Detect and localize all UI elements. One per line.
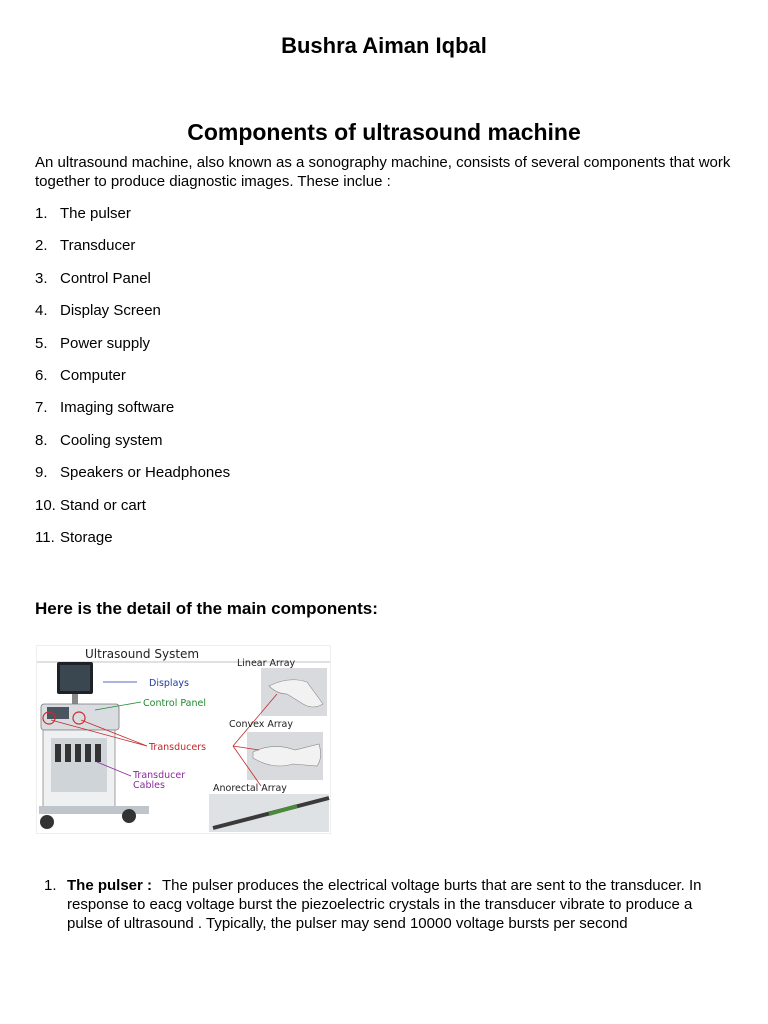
probe-holder xyxy=(55,744,61,762)
list-item xyxy=(35,301,230,333)
list-item-label: Cooling system xyxy=(60,431,163,449)
probe-holder xyxy=(65,744,71,762)
list-item-label: Display Screen xyxy=(60,302,161,320)
label-transducer-cables: Transducer xyxy=(133,770,186,781)
list-item-label: Control Panel xyxy=(60,269,151,287)
label-convex-array: Convex Array xyxy=(229,719,293,730)
list-item-number: 2. xyxy=(35,237,48,255)
detail-heading: Here is the detail of the main components: xyxy=(35,599,378,618)
ultrasound-system-figure xyxy=(36,645,331,834)
list-item-label: The pulser xyxy=(60,205,131,222)
intro-paragraph: An ultrasound machine, also known as a sonography machine, consists of several components that work together to produce diagnostic images. These inclue : xyxy=(35,154,731,190)
list-item-label: Computer xyxy=(60,366,126,384)
list-item xyxy=(35,398,230,430)
figure-title: Ultrasound System xyxy=(85,647,200,661)
list-item xyxy=(35,269,230,301)
list-item-number: 4. xyxy=(35,302,48,320)
list-item-number: 9. xyxy=(35,464,48,482)
author-name: Bushra Aiman Iqbal xyxy=(281,33,487,58)
list-item xyxy=(35,463,230,495)
wheel xyxy=(122,809,136,823)
list-item-number: 6. xyxy=(35,366,48,384)
list-item xyxy=(35,496,230,528)
display-screen xyxy=(60,665,90,691)
label-control-panel: Control Panel xyxy=(143,698,206,709)
list-item xyxy=(35,366,230,398)
label-displays: Displays xyxy=(149,678,189,689)
list-item xyxy=(35,204,230,236)
ultrasound-machine-illustration xyxy=(39,662,149,829)
label-anorectal-array: Anorectal Array xyxy=(213,783,287,794)
probe-holder xyxy=(75,744,81,762)
label-transducers: Transducers xyxy=(149,742,207,753)
components-list xyxy=(35,204,230,560)
monitor-arm xyxy=(72,694,78,704)
detail-item-number: 1. xyxy=(44,877,57,894)
list-item-label: Imaging software xyxy=(60,399,175,417)
list-item-number: 8. xyxy=(35,431,48,449)
list-item-label: Storage xyxy=(60,528,113,546)
list-item-number: 10. xyxy=(35,496,56,514)
list-item xyxy=(35,528,230,560)
label-linear-array: Linear Array xyxy=(237,658,296,669)
ultrasound-diagram xyxy=(37,646,330,833)
list-item-number: 3. xyxy=(35,269,48,287)
list-item xyxy=(35,431,230,463)
list-item-number: 5. xyxy=(35,334,48,352)
list-item-number: 7. xyxy=(35,399,48,417)
detail-item-text: The pulser produces the electrical voltage burts that are sent to the transducer. In response to eacg voltage burst the piezoelectric crystals in the transducer vibrate to produce a pulse of ultrasound . Typically, the pulser may send 10000 voltage bursts per second xyxy=(67,877,702,932)
wheel xyxy=(40,815,54,829)
list-item xyxy=(35,236,230,268)
label-transducer-cables: Cables xyxy=(133,780,165,791)
page-title: Components of ultrasound machine xyxy=(187,119,581,145)
probe-holder xyxy=(85,744,91,762)
list-item-number: 11. xyxy=(35,528,55,546)
list-item-number: 1. xyxy=(35,205,48,222)
list-item-label: Speakers or Headphones xyxy=(60,464,231,482)
list-item-label: Power supply xyxy=(60,334,151,352)
touch-panel xyxy=(47,707,69,719)
probe-holder xyxy=(95,744,101,762)
detail-item-pulser xyxy=(44,876,716,933)
list-item-label: Stand or cart xyxy=(60,496,146,514)
detail-item-label: The pulser : xyxy=(67,877,153,894)
list-item xyxy=(35,334,230,366)
list-item-label: Transducer xyxy=(60,237,136,255)
